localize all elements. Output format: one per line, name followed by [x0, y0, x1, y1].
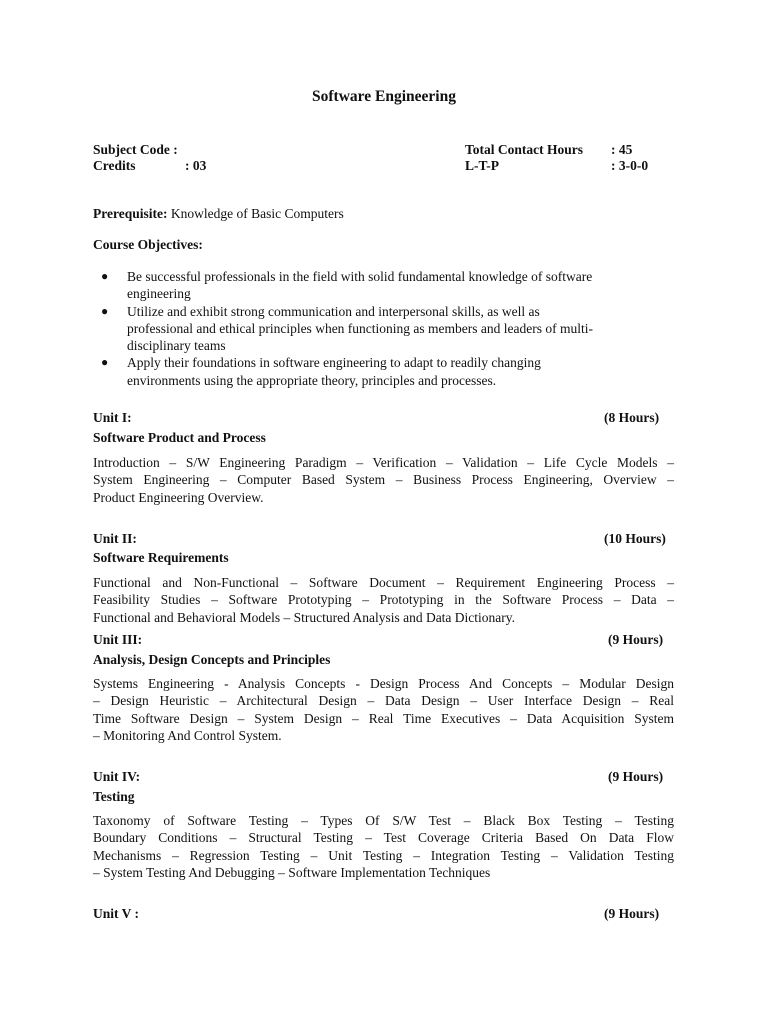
content-line: Product Engineering Overview. [93, 489, 264, 505]
unit-3-content [93, 675, 674, 744]
objective-line: environments using the appropriate theory, principles and processes. [127, 372, 497, 388]
unit-1-label: Unit I: [93, 410, 132, 425]
list-item [93, 303, 683, 355]
content-line: Boundary Conditions – Structural Testing – Test Coverage Criteria Based On Data Flow [93, 830, 674, 846]
unit-2-content [93, 574, 674, 626]
objective-line: disciplinary teams [127, 338, 226, 354]
bullet-icon: ● [101, 355, 109, 370]
prerequisite [93, 206, 344, 222]
unit-1-hours: (8 Hours) [604, 410, 660, 425]
subject-code-label: Subject Code : [93, 142, 178, 157]
content-line: Functional and Non-Functional – Software Document – Requirement Engineering Process – [93, 575, 674, 590]
list-item [93, 268, 683, 303]
page-title: Software Engineering [312, 88, 456, 105]
unit-4-label: Unit IV: [93, 769, 141, 784]
unit-3-label: Unit III: [93, 632, 143, 647]
credits-value: : 03 [185, 158, 207, 173]
unit-1-content [93, 454, 674, 506]
content-line: Functional and Behavioral Models – Structured Analysis and Data Dictionary. [93, 609, 516, 625]
contact-hours-value: : 45 [611, 142, 633, 157]
contact-hours-label: Total Contact Hours [465, 142, 584, 157]
content-line: Systems Engineering - Analysis Concepts - Design Process And Concepts – Modular Design [93, 676, 674, 691]
list-item [93, 354, 683, 389]
bullet-icon: ● [101, 303, 109, 318]
objective-line: Utilize and exhibit strong communication and interpersonal skills, as well as [127, 303, 540, 319]
unit-3-hours: (9 Hours) [608, 632, 664, 647]
content-line: Taxonomy of Software Testing – Types Of S/W Test – Black Box Testing – Testing [93, 813, 674, 828]
content-line: Introduction – S/W Engineering Paradigm – Verification – Validation – Life Cycle Models – [93, 455, 674, 470]
unit-2-title: Software Requirements [93, 550, 229, 565]
ltp-label: L-T-P [465, 158, 500, 173]
unit-5-label: Unit V : [93, 906, 140, 921]
prerequisite-text: Knowledge of Basic Computers [170, 206, 344, 221]
content-line: System Engineering – Computer Based System – Business Process Engineering, Overview – [93, 472, 674, 488]
unit-3-title: Analysis, Design Concepts and Principles [93, 652, 331, 667]
unit-2-hours: (10 Hours) [604, 531, 666, 546]
objective-line: Apply their foundations in software engineering to adapt to readily changing [127, 355, 541, 371]
content-line: Time Software Design – System Design – Real Time Executives – Data Acquisition System [93, 710, 674, 726]
unit-1-title: Software Product and Process [93, 430, 266, 445]
unit-4-content [93, 812, 674, 881]
unit-4-hours: (9 Hours) [608, 769, 664, 784]
unit-2-label: Unit II: [93, 531, 137, 546]
objective-line: Be successful professionals in the field with solid fundamental knowledge of software [127, 269, 593, 284]
unit-4-title: Testing [93, 789, 135, 804]
content-line: – Monitoring And Control System. [93, 727, 282, 743]
content-line: – Design Heuristic – Architectural Design – Data Design – User Interface Design – Real [93, 693, 674, 709]
objectives-list [93, 268, 683, 389]
objectives-heading: Course Objectives: [93, 237, 203, 252]
bullet-icon: ● [101, 269, 109, 283]
ltp-value: : 3-0-0 [611, 158, 649, 173]
prerequisite-label: Prerequisite: [93, 206, 168, 221]
content-line: Feasibility Studies – Software Prototyping – Prototyping in the Software Process – Data – [93, 592, 674, 608]
objective-line: professional and ethical principles when functioning as members and leaders of multi- [127, 320, 593, 336]
credits-label: Credits [93, 158, 136, 173]
content-line: – System Testing And Debugging – Software Implementation Techniques [93, 864, 491, 880]
objective-line: engineering [127, 286, 191, 302]
content-line: Mechanisms – Regression Testing – Unit Testing – Integration Testing – Validation Testing [93, 847, 674, 863]
unit-5-hours: (9 Hours) [604, 906, 660, 921]
